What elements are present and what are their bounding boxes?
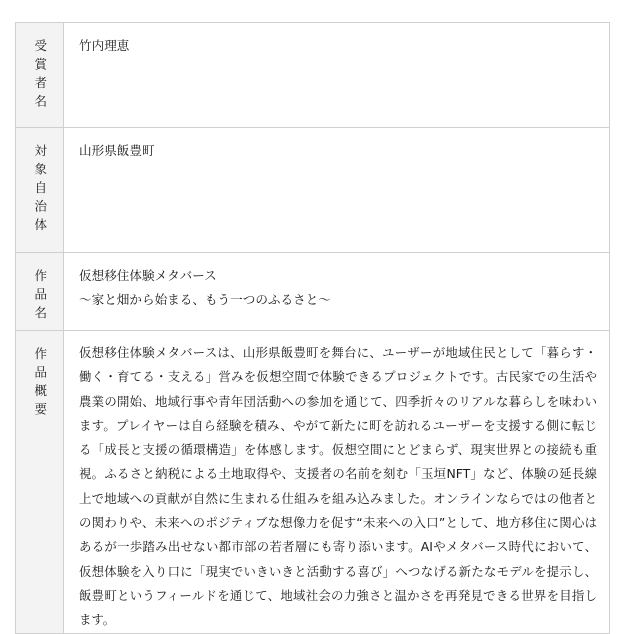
value-cell bbox=[64, 128, 610, 253]
winner-name-value: 竹内理恵 bbox=[79, 38, 130, 53]
work-title-label: 作品名 bbox=[32, 269, 48, 325]
table-row bbox=[16, 128, 610, 253]
winner-name-label: 受賞者名 bbox=[32, 39, 48, 113]
work-summary-value: 仮想移住体験メタバースは、山形県飯豊町を舞台に、ユーザーが地域住民として「暮らす・働く・育てる・支える」営みを仮想空間で体験できるプロジェクトです。古民家での生活や農業の開始、地域行事や青年団活動への参加を通じて、四季折々のリアルな暮らしを味わいます。プレイヤーは自ら経験を積み、やがて新たに町を訪れるユーザーを支援する側に転じる「成長と支援の循環構造」を体感します。仮想空間にとどまらず、現実世界との接続も重視。ふるさと納税による土地取得や、支援者の名前を刻む「玉垣NFT」など、体験の延長線上で地域への貢献が自然に生まれる仕組みを組み込みました。オンラインならではの他者との関わりや、未来へのポジティブな想像力を促す“未来への入口”として、地方移住に関心はあるが一歩踏み出せない都市部の若者層にも寄り添います。AIやメタバース時代において、仮想体験を入り口に「現実でいきいきと活動する喜び」へつなげる新たなモデルを提示し、飯豊町というフィールドを通じて、地域社会の力強さと温かさを再発見できる世界を目指します。 bbox=[79, 345, 597, 628]
table-row bbox=[16, 331, 610, 634]
municipality-label: 対象自治体 bbox=[32, 144, 48, 237]
work-summary-label: 作品概要 bbox=[32, 347, 48, 421]
value-cell bbox=[64, 331, 610, 634]
award-info-table bbox=[15, 22, 610, 634]
table-row bbox=[16, 23, 610, 128]
label-cell bbox=[16, 128, 64, 253]
municipality-value: 山形県飯豊町 bbox=[79, 143, 155, 158]
work-title-value: 仮想移住体験メタバース 〜家と畑から始まる、もう一つのふるさと〜 bbox=[79, 268, 331, 307]
table-row bbox=[16, 253, 610, 331]
label-cell bbox=[16, 23, 64, 128]
label-cell bbox=[16, 331, 64, 634]
value-cell bbox=[64, 253, 610, 331]
value-cell bbox=[64, 23, 610, 128]
label-cell bbox=[16, 253, 64, 331]
